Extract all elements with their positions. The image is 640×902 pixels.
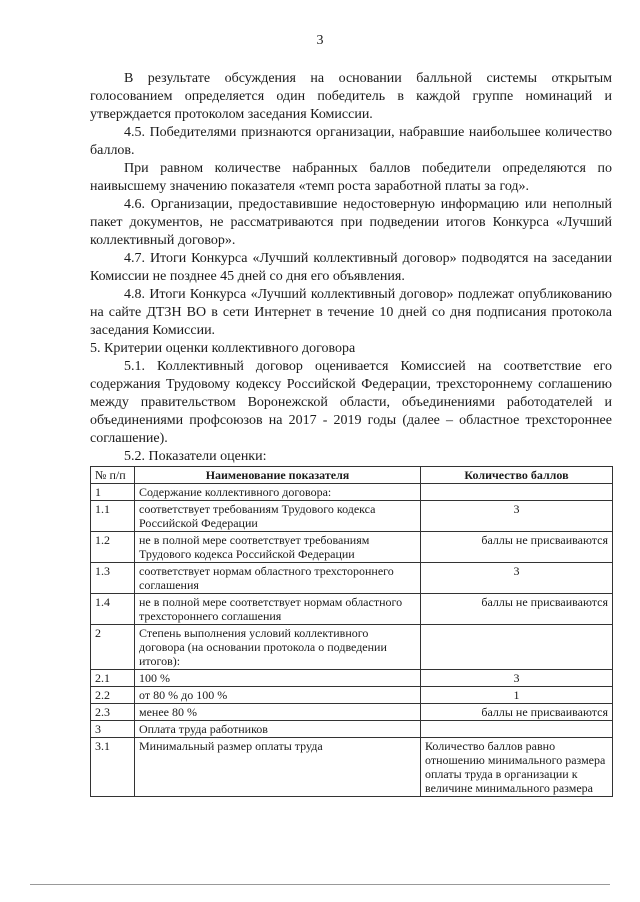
row-score: 1 (421, 687, 613, 704)
row-score (421, 625, 613, 670)
row-score: баллы не присваиваются (421, 532, 613, 563)
row-name: Минимальный размер оплаты труда (135, 738, 421, 797)
row-name: соответствует нормам областного трехстороннего соглашения (135, 563, 421, 594)
row-name: соответствует требованиям Трудового кодекса Российской Федерации (135, 501, 421, 532)
paragraph-4-5: 4.5. Победителями признаются организации, набравшие наибольшее количество баллов. (90, 125, 612, 158)
row-score: 3 (421, 670, 613, 687)
paragraph-4-6: 4.6. Организации, предоставившие недостоверную информацию или неполный пакет документов, не рассматриваются при подведении итогов Конкурса «Лучший коллективный договор». (90, 197, 612, 248)
table-row (91, 594, 613, 625)
row-score: Количество баллов равно отношению минимального размера оплаты труда в организации к величине минимального размера (421, 738, 613, 797)
row-num: 2 (91, 625, 135, 670)
row-score (421, 721, 613, 738)
row-name: Оплата труда работников (135, 721, 421, 738)
table-row (91, 532, 613, 563)
table-header-row (91, 467, 613, 484)
row-num: 1.2 (91, 532, 135, 563)
row-num: 2.1 (91, 670, 135, 687)
paragraph-voting: В результате обсуждения на основании балльной системы открытым голосованием определяется один победитель в каждой группе номинаций и утверждается протоколом заседания Комиссии. (90, 71, 612, 122)
row-name: 100 % (135, 670, 421, 687)
table-row (91, 484, 613, 501)
row-score: баллы не присваиваются (421, 594, 613, 625)
section-heading: 5. Критерии оценки коллективного договора (90, 341, 356, 356)
table-row (91, 563, 613, 594)
paragraph-4-7: 4.7. Итоги Конкурса «Лучший коллективный договор» подводятся на заседании Комиссии не позднее 45 дней со дня его объявления. (90, 251, 612, 284)
table-row (91, 721, 613, 738)
table-caption: 5.2. Показатели оценки: (124, 449, 267, 464)
header-score: Количество баллов (421, 467, 613, 484)
table-row (91, 738, 613, 797)
row-name: не в полной мере соответствует требованиям Трудового кодекса Российской Федерации (135, 532, 421, 563)
header-name: Наименование показателя (135, 467, 421, 484)
page-number: 3 (316, 33, 324, 48)
row-score (421, 484, 613, 501)
row-num: 1 (91, 484, 135, 501)
row-num: 1.1 (91, 501, 135, 532)
row-score: баллы не присваиваются (421, 704, 613, 721)
table-row (91, 625, 613, 670)
page-bottom-divider (30, 884, 610, 885)
header-num: № п/п (91, 467, 135, 484)
row-name: от 80 % до 100 % (135, 687, 421, 704)
row-num: 3 (91, 721, 135, 738)
row-num: 2.2 (91, 687, 135, 704)
criteria-table (90, 466, 613, 797)
table-row (91, 501, 613, 532)
document-body (90, 70, 612, 797)
row-name: Степень выполнения условий коллективного договора (на основании протокола о подведении итогов): (135, 625, 421, 670)
table-row (91, 687, 613, 704)
row-name: не в полной мере соответствует нормам областного трехстороннего соглашения (135, 594, 421, 625)
paragraph-5-1: 5.1. Коллективный договор оценивается Комиссией на соответствие его содержания Трудовому кодексу Российской Федерации, трехстороннему соглашению между правительством Воронежской области, объединениями работодателей и объединениями профсоюзов на 2017 - 2019 годы (далее – областное трехстороннее соглашение). (90, 359, 612, 446)
paragraph-tie-rule: При равном количестве набранных баллов победители определяются по наивысшему значению показателя «темп роста заработной платы за год». (90, 161, 612, 194)
row-score: 3 (421, 563, 613, 594)
row-num: 2.3 (91, 704, 135, 721)
table-row (91, 704, 613, 721)
row-num: 1.4 (91, 594, 135, 625)
row-name: менее 80 % (135, 704, 421, 721)
row-num: 3.1 (91, 738, 135, 797)
paragraph-4-8: 4.8. Итоги Конкурса «Лучший коллективный договор» подлежат опубликованию на сайте ДТЗН ВО в сети Интернет в течение 10 дней со дня подписания протокола заседания Комиссии. (90, 287, 612, 338)
row-num: 1.3 (91, 563, 135, 594)
row-name: Содержание коллективного договора: (135, 484, 421, 501)
table-row (91, 670, 613, 687)
row-score: 3 (421, 501, 613, 532)
